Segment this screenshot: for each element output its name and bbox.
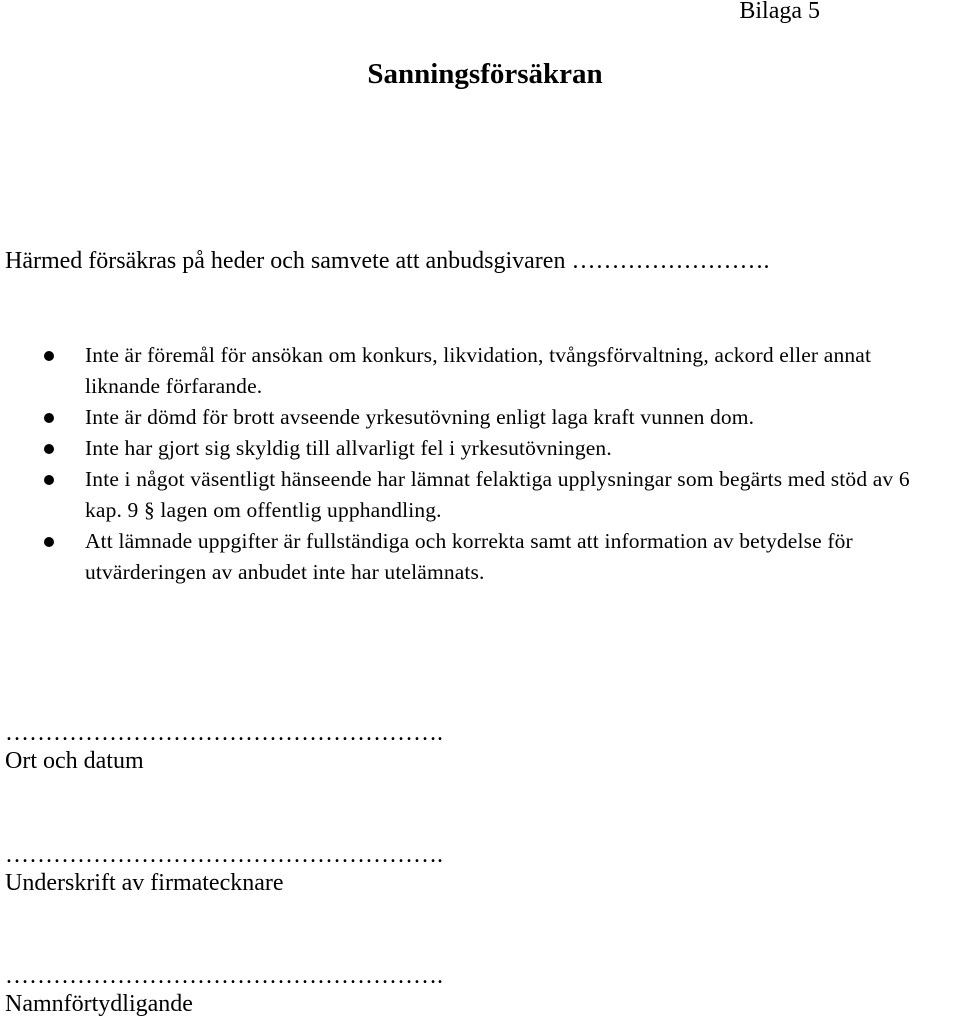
bullet-icon [44, 351, 54, 361]
field-label: Underskrift av firmatecknare [5, 870, 284, 896]
declaration-item [0, 526, 945, 588]
signatory-signature-field[interactable] [5, 842, 443, 898]
name-clarification-field[interactable] [5, 963, 443, 1019]
declaration-item [0, 340, 945, 402]
bullet-icon [44, 413, 54, 423]
field-label: Ort och datum [5, 748, 144, 774]
declaration-text: Att lämnade uppgifter är fullständiga och korrekta samt att information av betydelse för utvärderingen av anbudet inte har utelämnats. [85, 529, 853, 584]
place-date-field[interactable] [5, 720, 443, 776]
declaration-text: Inte är dömd för brott avseende yrkesutövning enligt laga kraft vunnen dom. [85, 405, 755, 429]
declaration-item [0, 464, 945, 526]
declaration-text: Inte i något väsentligt hänseende har lämnat felaktiga upplysningar som begärts med stöd av 6 kap. 9 § lagen om offentlig upphandling. [85, 467, 910, 522]
declaration-item [0, 402, 945, 433]
signature-line[interactable]: ………………………………………………. [5, 720, 443, 746]
declaration-text: Inte har gjort sig skyldig till allvarligt fel i yrkesutövningen. [85, 436, 612, 460]
bullet-icon [44, 475, 54, 485]
signature-line[interactable]: ………………………………………………. [5, 842, 443, 868]
declaration-text: Inte är föremål för ansökan om konkurs, likvidation, tvångsförvaltning, ackord eller annat liknande förfarande. [85, 343, 872, 398]
declaration-item [0, 433, 945, 464]
declaration-list [0, 340, 960, 588]
bullet-icon [44, 537, 54, 547]
field-label: Namnförtydligande [5, 991, 193, 1017]
page-title: Sanningsförsäkran [367, 58, 603, 90]
signature-line[interactable]: ………………………………………………. [5, 963, 443, 989]
bullet-icon [44, 444, 54, 454]
appendix-label: Bilaga 5 [739, 0, 820, 24]
intro-statement: Härmed försäkras på heder och samvete att anbudsgivaren ……………………. [5, 248, 770, 274]
